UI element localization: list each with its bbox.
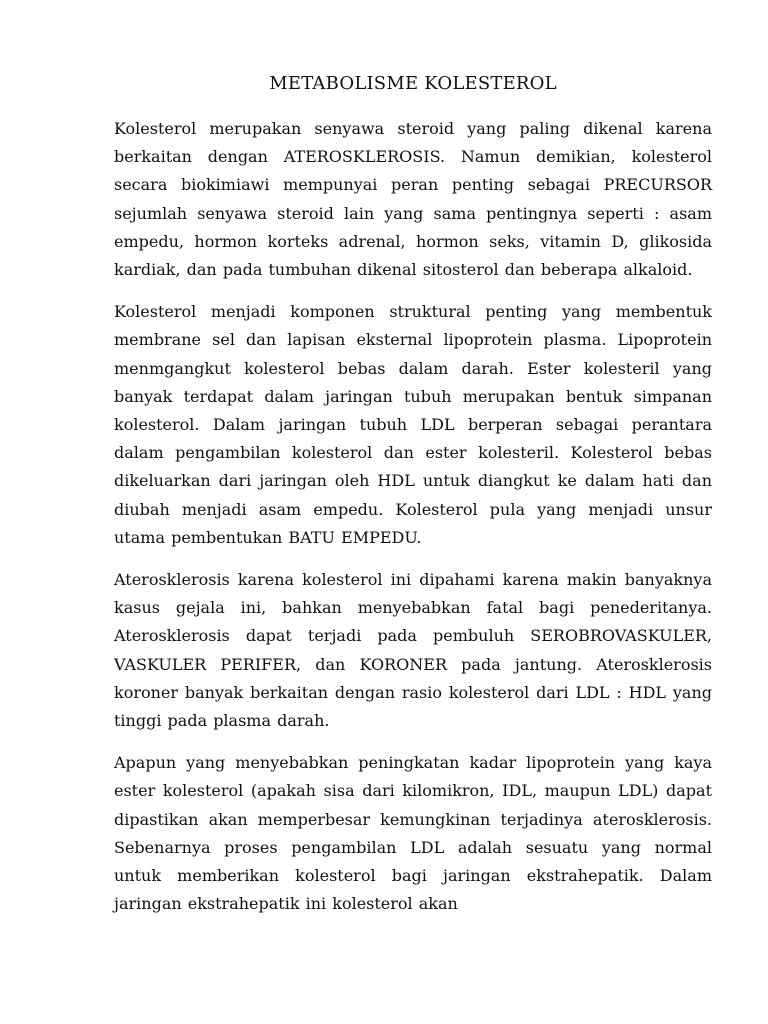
paragraph-2: Kolesterol menjadi komponen struktural penting yang membentuk membrane sel dan lapisan eksternal lipoprotein plasma. Lipoprotein menmgangkut kolesterol bebas dalam darah. Ester kolesteril yang banyak terdapat dalam jaringan tubuh merupakan bentuk simpanan kolesterol. Dalam jaringan tubuh LDL berperan sebagai perantara dalam pengambilan kolesterol dan ester kolesteril. Kolesterol bebas dikeluarkan dari jaringan oleh HDL untuk diangkut ke dalam hati dan diubah menjadi asam empedu. Kolesterol pula yang menjadi unsur utama pembentukan BATU EMPEDU. [114, 302, 712, 547]
paragraph-4: Apapun yang menyebabkan peningkatan kadar lipoprotein yang kaya ester kolesterol (apakah sisa dari kilomikron, IDL, maupun LDL) dapat dipastikan akan memperbesar kemungkinan terjadinya aterosklerosis. Sebenarnya proses pengambilan LDL adalah sesuatu yang normal untuk memberikan kolesterol bagi jaringan ekstrahepatik. Dalam jaringan ekstrahepatik ini kolesterol akan [114, 753, 712, 914]
paragraph-3: Aterosklerosis karena kolesterol ini dipahami karena makin banyaknya kasus gejala ini, bahkan menyebabkan fatal bagi penederitanya. Aterosklerosis dapat terjadi pada pembuluh SEROBROVASKULER, VASKULER PERIFER, dan KORONER pada jantung. Aterosklerosis koroner banyak berkaitan dengan rasio kolesterol dari LDL : HDL yang tinggi pada plasma darah. [114, 570, 712, 731]
document-title: METABOLISME KOLESTEROL [269, 73, 557, 94]
paragraph-1: Kolesterol merupakan senyawa steroid yang paling dikenal karena berkaitan dengan ATEROSKLEROSIS. Namun demikian, kolesterol secara biokimiawi mempunyai peran penting sebagai PRECURSOR sejumlah senyawa steroid lain yang sama pentingnya seperti : asam empedu, hormon korteks adrenal, hormon seks, vitamin D, glikosida kardiak, dan pada tumbuhan dikenal sitosterol dan beberapa alkaloid. [114, 119, 712, 280]
